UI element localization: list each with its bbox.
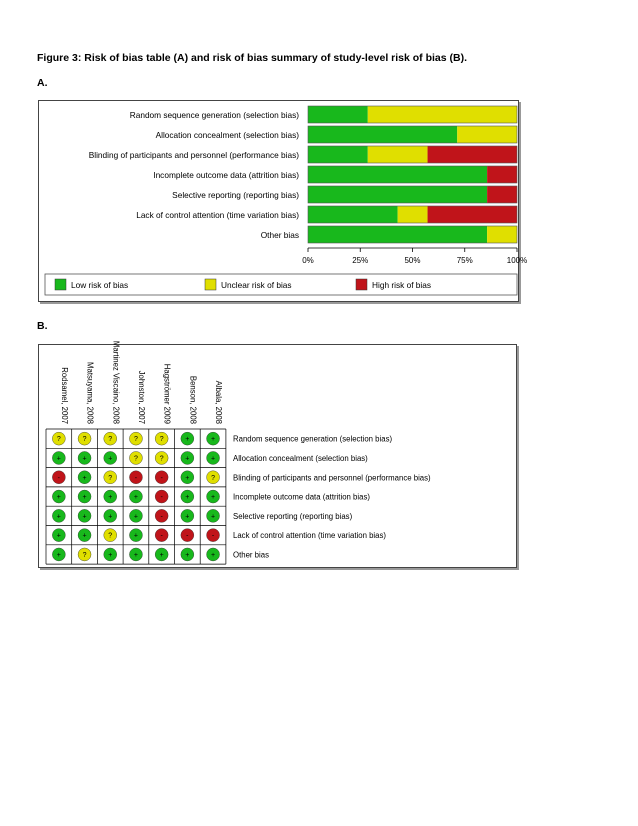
rating-symbol-r5c1: + xyxy=(56,513,61,521)
legend-label-low-risk-of-bias: Low risk of bias xyxy=(71,280,129,290)
rating-symbol-r1c4: ? xyxy=(133,436,138,444)
section-b-label: B. xyxy=(37,320,48,332)
figure-title: Figure 3: Risk of bias table (A) and risk of bias summary of study-level risk of bias (B). xyxy=(37,52,468,64)
category-label-random-sequence-generation-selection-bias: Random sequence generation (selection bias) xyxy=(129,110,299,120)
x-tick-label-2: 25% xyxy=(352,256,369,265)
study-label-johnston-2007: Johnston, 2007 xyxy=(136,370,146,424)
rating-symbol-r6c5: - xyxy=(160,532,163,540)
bar-segment-unclear-risk-of-bias-6 xyxy=(398,206,428,223)
rating-symbol-r2c3: + xyxy=(108,455,113,463)
bar-segment-low-risk-of-bias-2 xyxy=(308,126,457,143)
domain-label-other-bias: Other bias xyxy=(233,550,269,560)
legend-label-high-risk-of-bias: High risk of bias xyxy=(372,280,432,290)
legend-label-unclear-risk-of-bias: Unclear risk of bias xyxy=(221,280,292,290)
category-label-lack-of-control-attention-time-variation-bias: Lack of control attention (time variation bias) xyxy=(136,210,299,220)
rating-symbol-r1c2: ? xyxy=(82,436,87,444)
rating-symbol-r4c1: + xyxy=(56,494,61,502)
bar-segment-high-risk-of-bias-4 xyxy=(487,166,517,183)
rating-symbol-r2c2: + xyxy=(82,455,87,463)
bar-segment-low-risk-of-bias-5 xyxy=(308,186,487,203)
rating-symbol-r3c5: - xyxy=(160,474,163,482)
rating-symbol-r4c7: + xyxy=(211,494,216,502)
rating-symbol-r6c6: - xyxy=(186,532,189,540)
domain-label-allocation-concealment-selection-bias: Allocation concealment (selection bias) xyxy=(233,453,368,463)
x-tick-label-5: 100% xyxy=(506,256,528,265)
bar-segment-high-risk-of-bias-3 xyxy=(428,146,517,163)
category-label-selective-reporting-reporting-bias: Selective reporting (reporting bias) xyxy=(172,190,299,200)
bar-segment-high-risk-of-bias-5 xyxy=(487,186,517,203)
bar-segment-low-risk-of-bias-6 xyxy=(308,206,398,223)
domain-label-random-sequence-generation-selection-bias: Random sequence generation (selection bias) xyxy=(233,434,393,444)
rating-symbol-r5c2: + xyxy=(82,513,87,521)
rating-symbol-r3c6: + xyxy=(185,474,190,482)
rating-symbol-r6c1: + xyxy=(56,532,61,540)
domain-label-incomplete-outcome-data-attrition-bias: Incomplete outcome data (attrition bias) xyxy=(233,492,370,502)
rating-symbol-r2c4: ? xyxy=(133,455,138,463)
x-tick-label-3: 50% xyxy=(404,256,421,265)
rating-symbol-r1c3: ? xyxy=(108,436,113,444)
rating-symbol-r2c6: + xyxy=(185,455,190,463)
bar-segment-unclear-risk-of-bias-1 xyxy=(368,106,517,123)
rating-symbol-r7c3: + xyxy=(108,551,113,559)
rating-symbol-r1c5: ? xyxy=(159,436,164,444)
study-label-rodsamel-2007: Rodsamel, 2007 xyxy=(59,367,69,424)
rating-symbol-r4c3: + xyxy=(108,494,113,502)
rating-symbol-r5c7: + xyxy=(211,513,216,521)
rating-symbol-r5c5: - xyxy=(160,513,163,521)
study-label-albala-2008: Albala, 2008 xyxy=(214,380,224,424)
rating-symbol-r4c5: - xyxy=(160,494,163,502)
x-tick-label-1: 0% xyxy=(302,256,314,265)
rating-symbol-r6c4: + xyxy=(133,532,138,540)
domain-label-lack-of-control-attention-time-variation-bias: Lack of control attention (time variation bias) xyxy=(233,531,386,541)
bar-segment-unclear-risk-of-bias-3 xyxy=(368,146,428,163)
rating-symbol-r1c7: + xyxy=(211,436,216,444)
rating-symbol-r2c5: ? xyxy=(159,455,164,463)
rating-symbol-r5c3: + xyxy=(108,513,113,521)
study-label-martinez-viscaino-2008: Martinez Viscaino, 2008 xyxy=(111,340,121,424)
rating-symbol-r3c1: - xyxy=(57,474,61,482)
rating-symbol-r6c7: - xyxy=(211,532,215,540)
rating-symbol-r7c2: ? xyxy=(82,551,87,559)
bar-segment-unclear-risk-of-bias-7 xyxy=(487,226,517,243)
rating-symbol-r1c1: ? xyxy=(56,436,61,444)
rating-symbol-r7c5: + xyxy=(159,551,164,559)
rating-symbol-r1c6: + xyxy=(185,436,190,444)
category-label-incomplete-outcome-data-attrition-bias: Incomplete outcome data (attrition bias) xyxy=(153,170,299,180)
rating-symbol-r3c2: + xyxy=(82,474,87,482)
rating-symbol-r4c6: + xyxy=(185,494,190,502)
study-label-matsuyama-2008: Matsuyama, 2008 xyxy=(85,362,95,424)
rating-symbol-r3c4: - xyxy=(134,474,138,482)
category-label-other-bias: Other bias xyxy=(260,230,299,240)
rating-symbol-r5c4: + xyxy=(133,513,138,521)
rating-symbol-r7c7: + xyxy=(211,551,216,559)
rating-symbol-r7c4: + xyxy=(133,551,138,559)
rating-symbol-r2c7: + xyxy=(211,455,216,463)
rating-symbol-r3c3: ? xyxy=(108,474,113,482)
bar-segment-low-risk-of-bias-1 xyxy=(308,106,368,123)
bar-segment-low-risk-of-bias-3 xyxy=(308,146,368,163)
rating-symbol-r6c2: + xyxy=(82,532,87,540)
section-a-label: A. xyxy=(37,77,48,89)
rating-symbol-r4c2: + xyxy=(82,494,87,502)
study-label-benson-2008: Benson, 2008 xyxy=(188,375,198,424)
domain-label-blinding-of-participants-and-personnel-performance-bias: Blinding of participants and personnel (performance bias) xyxy=(233,473,431,483)
rating-symbol-r6c3: ? xyxy=(108,532,113,540)
rating-symbol-r3c7: ? xyxy=(211,474,216,482)
legend-swatch-high-risk-of-bias xyxy=(356,279,367,290)
category-label-blinding-of-participants-and-personnel-performance-bias: Blinding of participants and personnel (performance bias) xyxy=(88,150,299,160)
category-label-allocation-concealment-selection-bias: Allocation concealment (selection bias) xyxy=(155,130,299,140)
bar-segment-low-risk-of-bias-4 xyxy=(308,166,487,183)
x-tick-label-4: 75% xyxy=(456,256,473,265)
rating-symbol-r7c1: + xyxy=(56,551,61,559)
rating-symbol-r2c1: + xyxy=(56,455,61,463)
bar-segment-unclear-risk-of-bias-2 xyxy=(457,126,517,143)
study-label-hagstr-mer-2009: Hagströmer 2009 xyxy=(162,363,172,424)
bar-segment-low-risk-of-bias-7 xyxy=(308,226,487,243)
legend-swatch-low-risk-of-bias xyxy=(55,279,66,290)
bar-segment-high-risk-of-bias-6 xyxy=(428,206,517,223)
rating-symbol-r4c4: + xyxy=(133,494,138,502)
domain-label-selective-reporting-reporting-bias: Selective reporting (reporting bias) xyxy=(233,511,353,521)
legend-swatch-unclear-risk-of-bias xyxy=(205,279,216,290)
rating-symbol-r5c6: + xyxy=(185,513,190,521)
rating-symbol-r7c6: + xyxy=(185,551,190,559)
